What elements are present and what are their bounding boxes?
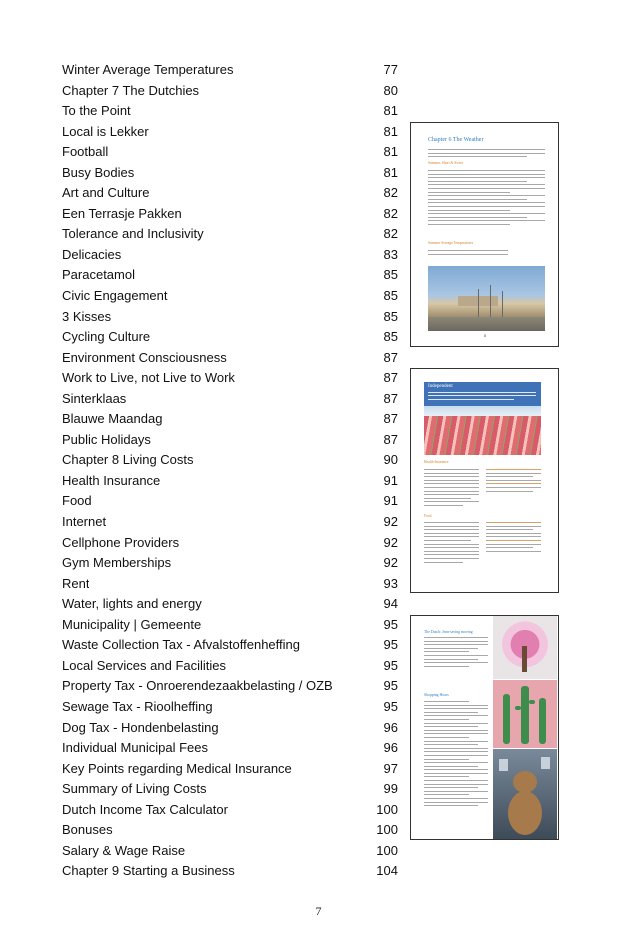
toc-entry-title: Een Terrasje Pakken: [62, 205, 182, 221]
toc-entry-page: 83: [383, 246, 398, 262]
toc-entry-page: 87: [383, 390, 398, 406]
weather-temperatures-subheading: Summer Average Temperatures: [428, 241, 474, 245]
toc-entry: [62, 574, 398, 595]
toc-entry: [62, 101, 398, 122]
toc-entry-page: 96: [383, 719, 398, 735]
weather-body-text: [428, 170, 545, 228]
toc-entry-page: 85: [383, 267, 398, 283]
food-text: [424, 522, 479, 565]
toc-entry: [62, 368, 398, 389]
toc-entry: [62, 224, 398, 245]
toc-entry-title: Delicacies: [62, 246, 122, 262]
toc-entry: [62, 533, 398, 554]
toc-entry-page: 81: [383, 164, 398, 180]
page-number: 7: [315, 904, 322, 918]
toc-entry-title: Dutch Income Tax Calculator: [62, 801, 228, 817]
toc-entry: [62, 389, 398, 410]
toc-entry-page: 87: [383, 411, 398, 427]
toc-entry-page: 95: [383, 698, 398, 714]
toc-entry: [62, 779, 398, 800]
toc-entry-title: Cellphone Providers: [62, 534, 180, 550]
toc-entry-page: 97: [383, 760, 398, 776]
toc-entry: [62, 738, 398, 759]
toc-entry-page: 81: [383, 123, 398, 139]
toc-entry-page: 85: [383, 288, 398, 304]
toc-entry-title: Chapter 7 The Dutchies: [62, 82, 200, 98]
toc-entry-title: Cycling Culture: [62, 329, 151, 345]
toc-entry-title: Chapter 8 Living Costs: [62, 452, 194, 468]
toc-entry-page: 85: [383, 308, 398, 324]
toc-entry-title: Salary & Wage Raise: [62, 842, 186, 858]
cactus-display-photo: [493, 680, 557, 748]
toc-entry-page: 99: [383, 781, 398, 797]
weather-thumbnail-subheading: Summer, Short & Sweet: [428, 161, 463, 165]
toc-entry-title: Tolerance and Inclusivity: [62, 226, 204, 242]
toc-entry: [62, 60, 398, 81]
toc-entry-title: Sinterklaas: [62, 390, 127, 406]
tulip-field-banner: [424, 382, 541, 455]
toc-entry-page: 82: [383, 205, 398, 221]
toc-entry-title: Football: [62, 144, 109, 160]
toc-entry: [62, 265, 398, 286]
teddy-bear-photo: [493, 749, 557, 840]
toc-entry-page: 90: [383, 452, 398, 468]
toc-entry-page: 87: [383, 370, 398, 386]
toc-entry: [62, 820, 398, 841]
toc-entry: [62, 142, 398, 163]
toc-entry-page: 104: [376, 863, 398, 879]
toc-entry-title: Winter Average Temperatures: [62, 62, 234, 77]
toc-entry-page: 85: [383, 329, 398, 345]
toc-entry-title: Busy Bodies: [62, 164, 135, 180]
living-costs-page-thumbnail: [410, 368, 559, 593]
toc-entry-page: 87: [383, 349, 398, 365]
toc-entry-page: 100: [376, 842, 398, 858]
toc-entry-page: 93: [383, 575, 398, 591]
toc-entry-title: To the Point: [62, 103, 131, 119]
toc-entry: [62, 635, 398, 656]
toc-entry: [62, 204, 398, 225]
toc-entry: [62, 615, 398, 636]
toc-entry-title: Civic Engagement: [62, 288, 168, 304]
toc-entry: [62, 327, 398, 348]
toc-entry-title: Individual Municipal Fees: [62, 740, 208, 756]
toc-entry: [62, 122, 398, 143]
toc-entry-page: 92: [383, 534, 398, 550]
toc-entry-page: 82: [383, 185, 398, 201]
toc-entry: [62, 718, 398, 739]
toc-entry-title: Art and Culture: [62, 185, 150, 201]
food-prices: [486, 522, 541, 565]
toc-entry: [62, 286, 398, 307]
weather-thumbnail-heading: Chapter 6 The Weather: [428, 137, 484, 143]
shopping-hours-text: [424, 701, 488, 809]
toc-entry-title: Food: [62, 493, 92, 509]
toc-entry-title: Property Tax - Onroerendezaakbelasting / OZB: [62, 678, 333, 694]
blossom-tree-photo: [493, 616, 557, 679]
toc-entry: [62, 759, 398, 780]
toc-entry-title: Work to Live, not Live to Work: [62, 370, 235, 386]
beach-promenade-photo: [428, 266, 545, 331]
toc-entry: [62, 697, 398, 718]
toc-entry: [62, 553, 398, 574]
toc-entry: [62, 307, 398, 328]
toc-entry-page: 100: [376, 801, 398, 817]
toc-entry-title: Public Holidays: [62, 431, 151, 447]
tulip-field-photo: [424, 416, 541, 455]
toc-entry-title: Blauwe Maandag: [62, 411, 163, 427]
toc-entry-page: 92: [383, 555, 398, 571]
toc-entry-title: Waste Collection Tax - Afvalstoffenheffing: [62, 637, 300, 653]
shopping-hours-subheading: Shopping Hours: [424, 693, 449, 697]
toc-entry: [62, 348, 398, 369]
toc-entry: [62, 183, 398, 204]
banner-title: Independent: [428, 384, 453, 389]
shopping-intro-text: [424, 637, 488, 669]
toc-entry-title: Local is Lekker: [62, 123, 149, 139]
toc-entry-page: 95: [383, 678, 398, 694]
weather-temperature-list: [428, 250, 508, 257]
food-subheading: Food: [424, 514, 432, 518]
shopping-page-thumbnail: [410, 615, 559, 840]
toc-entry-title: Rent: [62, 575, 90, 591]
toc-entry-page: 96: [383, 740, 398, 756]
toc-entry-page: 87: [383, 431, 398, 447]
toc-entry-title: Water, lights and energy: [62, 596, 202, 612]
toc-entry-page: 95: [383, 657, 398, 673]
weather-thumbnail-folio: 8: [484, 334, 486, 338]
weather-page-thumbnail: [410, 122, 559, 347]
weather-intro-text: [428, 149, 545, 160]
toc-entry-title: Paracetamol: [62, 267, 135, 283]
toc-entry: [62, 409, 398, 430]
toc-entry: [62, 861, 398, 882]
health-insurance-subheading: Health Insurance: [424, 460, 449, 464]
toc-entry: [62, 81, 398, 102]
toc-entry-title: Chapter 9 Starting a Business: [62, 863, 235, 879]
toc-entry-title: Environment Consciousness: [62, 349, 227, 365]
toc-entry-title: Local Services and Facilities: [62, 657, 227, 673]
toc-entry-page: 95: [383, 637, 398, 653]
toc-entry-page: 91: [383, 472, 398, 488]
table-of-contents: [62, 60, 398, 882]
toc-entry: [62, 656, 398, 677]
toc-entry-title: Summary of Living Costs: [62, 781, 207, 797]
toc-entry-page: 91: [383, 493, 398, 509]
toc-entry: [62, 245, 398, 266]
toc-entry: [62, 676, 398, 697]
toc-entry: [62, 450, 398, 471]
toc-entry-page: 81: [383, 144, 398, 160]
toc-entry-title: Key Points regarding Medical Insurance: [62, 760, 292, 776]
toc-entry: [62, 471, 398, 492]
toc-entry: [62, 430, 398, 451]
health-insurance-text: [424, 469, 479, 509]
toc-entry-title: Dog Tax - Hondenbelasting: [62, 719, 219, 735]
toc-entry: [62, 491, 398, 512]
toc-entry-page: 81: [383, 103, 398, 119]
toc-entry-title: Health Insurance: [62, 472, 161, 488]
toc-entry: [62, 163, 398, 184]
toc-entry-page: 80: [383, 82, 398, 98]
toc-entry: [62, 512, 398, 533]
toc-entry: [62, 800, 398, 821]
toc-entry-title: Gym Memberships: [62, 555, 172, 571]
toc-entry: [62, 841, 398, 862]
toc-entry-page: 92: [383, 514, 398, 530]
toc-entry-title: Sewage Tax - Rioolheffing: [62, 698, 213, 714]
toc-entry-page: 77: [383, 62, 398, 77]
toc-entry-title: Municipality | Gemeente: [62, 616, 202, 632]
toc-entry: [62, 594, 398, 615]
health-insurance-prices: [486, 469, 541, 509]
shopping-thumbnail-heading: The Dutch: Jean-saving moving: [424, 630, 473, 634]
toc-entry-page: 95: [383, 616, 398, 632]
toc-entry-title: 3 Kisses: [62, 308, 112, 324]
toc-entry-page: 100: [376, 822, 398, 838]
toc-entry-title: Internet: [62, 514, 107, 530]
toc-entry-page: 82: [383, 226, 398, 242]
toc-entry-title: Bonuses: [62, 822, 113, 838]
toc-entry-page: 94: [383, 596, 398, 612]
